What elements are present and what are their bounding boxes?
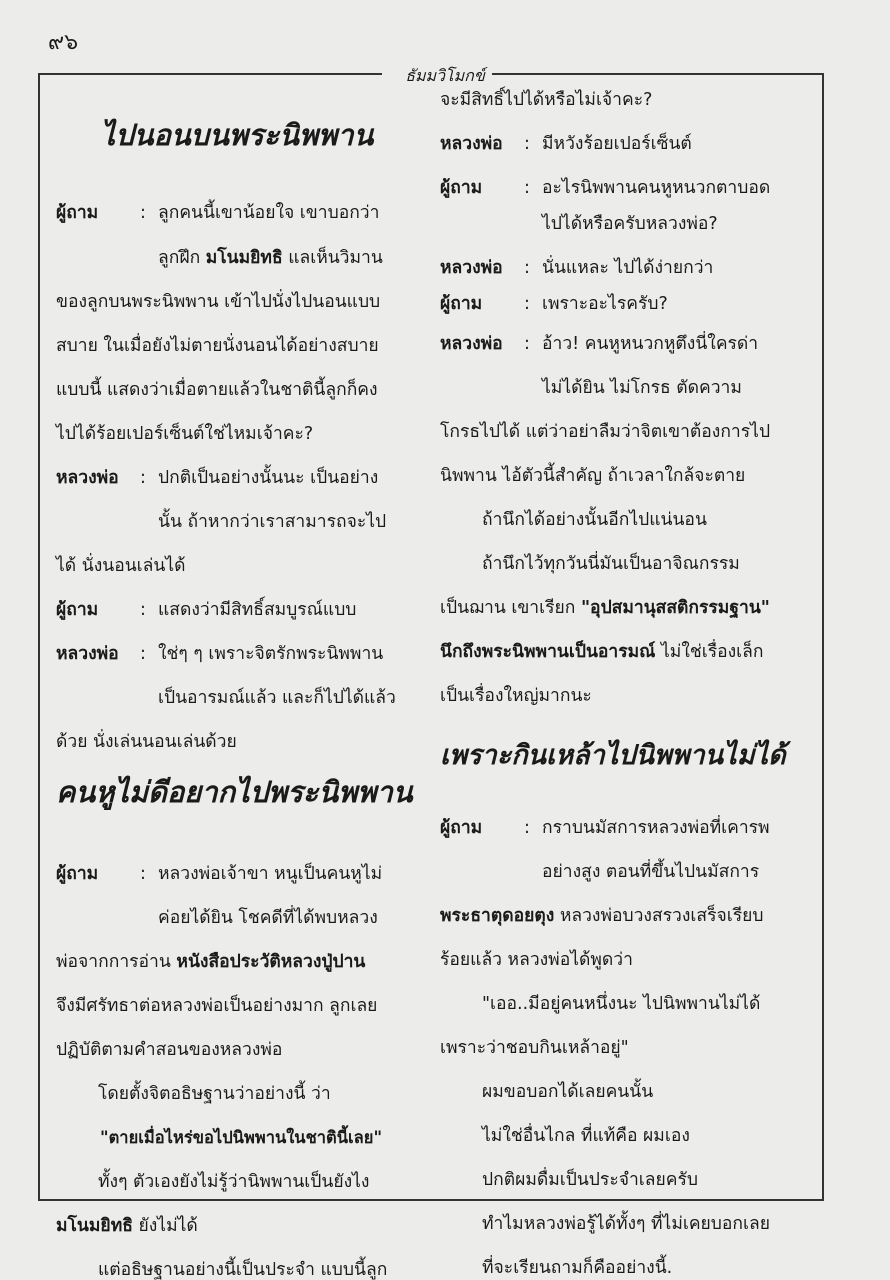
speaker-label: หลวงพ่อ xyxy=(56,468,119,488)
dialogue-line: แต่อธิษฐานอย่างนี้เป็นประจำ แบบนี้ลูก xyxy=(98,1260,388,1280)
dialogue-line: ร้อยแล้ว หลวงพ่อได้พูดว่า xyxy=(440,950,633,970)
text-span: แลเห็นวิมาน xyxy=(282,248,383,268)
speaker-separator: : xyxy=(524,818,530,838)
dialogue-line: จะมีสิทธิ์ไปได้หรือไม่เจ้าคะ? xyxy=(440,90,653,110)
section-heading: เพราะกินเหล้าไปนิพพานไม่ได้ xyxy=(440,740,786,771)
dialogue-line: เป็นอารมณ์แล้ว และก็ไปได้แล้ว xyxy=(158,688,396,708)
speaker-label: ผู้ถาม xyxy=(440,818,483,838)
speaker-separator: : xyxy=(140,600,146,620)
speaker-separator: : xyxy=(140,203,146,223)
text-span: ยังไม่ได้ xyxy=(132,1216,198,1236)
dialogue-line xyxy=(440,598,802,618)
dialogue-text: อะไรนิพพานคนหูหนวกตาบอด xyxy=(542,178,771,198)
dialogue-line: ได้ นั่งนอนเล่นได้ xyxy=(56,556,186,576)
dialogue-line: ไปได้หรือครับหลวงพ่อ? xyxy=(542,214,718,234)
text-span: หลวงพ่อบวงสรวงเสร็จเรียบ xyxy=(554,906,764,926)
speaker-separator: : xyxy=(140,644,146,664)
speaker-label: หลวงพ่อ xyxy=(56,644,119,664)
speaker-label: หลวงพ่อ xyxy=(440,258,503,278)
dialogue-line: ค่อยได้ยิน โชคดีที่ได้พบหลวง xyxy=(158,908,378,928)
speaker-separator: : xyxy=(524,294,530,314)
dialogue-line xyxy=(56,203,418,223)
dialogue-line: ถ้านึกไว้ทุกวันนี่มันเป็นอาจิณกรรม xyxy=(482,554,740,574)
section-heading: ไปนอนบนพระนิพพาน xyxy=(100,118,374,152)
bold-term: นึกถึงพระนิพพานเป็นอารมณ์ xyxy=(440,642,656,662)
dialogue-text: ลูกคนนี้เขาน้อยใจ เขาบอกว่า xyxy=(158,203,380,223)
dialogue-line: เพราะว่าชอบกินเหล้าอยู่" xyxy=(440,1038,629,1058)
dialogue-text: หลวงพ่อเจ้าขา หนูเป็นคนหูไม่ xyxy=(158,864,383,884)
speaker-label: หลวงพ่อ xyxy=(440,134,503,154)
dialogue-line: เป็นเรื่องใหญ่มากนะ xyxy=(440,686,592,706)
dialogue-line: ถ้านึกได้อย่างนั้นอีกไปแน่นอน xyxy=(482,510,707,530)
speaker-separator: : xyxy=(524,258,530,278)
dialogue-line: แบบนี้ แสดงว่าเมื่อตายแล้วในชาตินี้ลูกก็คง xyxy=(56,380,378,400)
dialogue-line xyxy=(440,906,802,926)
dialogue-line xyxy=(440,818,802,838)
dialogue-line xyxy=(440,134,802,154)
dialogue-line: ที่จะเรียนถามก็คืออย่างนี้. xyxy=(482,1258,673,1278)
dialogue-text: ปกติเป็นอย่างนั้นนะ เป็นอย่าง xyxy=(158,468,379,488)
text-span: ไม่ใช่เรื่องเล็ก xyxy=(655,642,764,662)
dialogue-line xyxy=(56,600,418,620)
dialogue-line: นั้น ถ้าหากว่าเราสามารถจะไป xyxy=(158,512,387,532)
dialogue-line: จึงมีศรัทธาต่อหลวงพ่อเป็นอย่างมาก ลูกเลย xyxy=(56,996,378,1016)
dialogue-line xyxy=(56,468,418,488)
dialogue-text: เพราะอะไรครับ? xyxy=(542,294,668,314)
dialogue-text: แสดงว่ามีสิทธิ์สมบูรณ์แบบ xyxy=(158,600,357,620)
dialogue-line: ปฏิบัติตามคำสอนของหลวงพ่อ xyxy=(56,1040,283,1060)
dialogue-line: โดยตั้งจิตอธิษฐานว่าอย่างนี้ ว่า xyxy=(98,1084,331,1104)
dialogue-line xyxy=(440,294,802,314)
bold-term: มโนมยิทธิ xyxy=(56,1216,133,1236)
dialogue-line: โกรธไปได้ แต่ว่าอย่าลืมว่าจิตเขาต้องการไป xyxy=(440,422,771,442)
dialogue-text: มีหวังร้อยเปอร์เซ็นต์ xyxy=(542,134,692,154)
dialogue-line: อย่างสูง ตอนที่ขึ้นไปนมัสการ xyxy=(542,862,760,882)
section-heading: คนหูไม่ดีอยากไปพระนิพพาน xyxy=(56,775,413,809)
running-header-title: ธัมมวิโมกข์ xyxy=(405,66,485,85)
text-span: เป็นฌาน เขาเรียก xyxy=(440,598,581,618)
dialogue-line: ของลูกบนพระนิพพาน เข้าไปนั่งไปนอนแบบ xyxy=(56,292,381,312)
dialogue-line: "ตายเมื่อไหร่ขอไปนิพพานในชาตินี้เลย" xyxy=(100,1128,383,1147)
dialogue-line xyxy=(56,864,418,884)
dialogue-line: นิพพาน ไอ้ตัวนี้สำคัญ ถ้าเวลาใกล้จะตาย xyxy=(440,466,746,486)
speaker-label: หลวงพ่อ xyxy=(440,334,503,354)
dialogue-line xyxy=(440,334,802,354)
speaker-separator: : xyxy=(524,134,530,154)
speaker-separator: : xyxy=(524,334,530,354)
dialogue-text: อ้าว! คนหูหนวกหูตึงนี่ใครด่า xyxy=(542,334,759,354)
dialogue-line xyxy=(56,1216,418,1236)
speaker-label: ผู้ถาม xyxy=(56,203,99,223)
dialogue-line xyxy=(440,642,802,662)
dialogue-line xyxy=(440,258,802,278)
bold-term: พระธาตุดอยตุง xyxy=(440,906,555,926)
dialogue-line: "เออ..มีอยู่คนหนึ่งนะ ไปนิพพานไม่ได้ xyxy=(482,994,761,1014)
bold-term: หนังสือประวัติหลวงปู่ปาน xyxy=(176,952,366,972)
speaker-label: ผู้ถาม xyxy=(56,600,99,620)
text-span: ลูกฝึก xyxy=(158,248,206,268)
page-number: ๙๖ xyxy=(48,30,79,55)
dialogue-text: นั่นแหละ ไปได้ง่ายกว่า xyxy=(542,258,714,278)
text-span: พ่อจากการอ่าน xyxy=(56,952,177,972)
dialogue-line xyxy=(56,952,418,972)
speaker-label: ผู้ถาม xyxy=(440,178,483,198)
content-frame xyxy=(38,73,824,1201)
dialogue-line: สบาย ในเมื่อยังไม่ตายนั่งนอนได้อย่างสบาย xyxy=(56,336,379,356)
speaker-separator: : xyxy=(524,178,530,198)
dialogue-line: ทำไมหลวงพ่อรู้ได้ทั้งๆ ที่ไม่เคยบอกเลย xyxy=(482,1214,770,1234)
dialogue-text: กราบนมัสการหลวงพ่อที่เคารพ xyxy=(542,818,770,838)
speaker-label: ผู้ถาม xyxy=(440,294,483,314)
dialogue-line xyxy=(56,644,418,664)
dialogue-line: ด้วย นั่งเล่นนอนเล่นด้วย xyxy=(56,732,237,752)
dialogue-line: ไม่ใช่อื่นไกล ที่แท้คือ ผมเอง xyxy=(482,1126,690,1146)
dialogue-line: ไม่ได้ยิน ไม่โกรธ ตัดความ xyxy=(542,378,742,398)
bold-term: "อุปสมานุสสติกรรมฐาน" xyxy=(580,598,770,618)
dialogue-line: ทั้งๆ ตัวเองยังไม่รู้ว่านิพพานเป็นยังไง xyxy=(98,1172,370,1192)
speaker-separator: : xyxy=(140,864,146,884)
dialogue-line: ผมขอบอกได้เลยคนนั้น xyxy=(482,1082,654,1102)
speaker-label: ผู้ถาม xyxy=(56,864,99,884)
dialogue-line: ไปได้ร้อยเปอร์เซ็นต์ใช่ไหมเจ้าคะ? xyxy=(56,424,314,444)
dialogue-text: ใช่ๆ ๆ เพราะจิตรักพระนิพพาน xyxy=(158,644,384,664)
speaker-separator: : xyxy=(140,468,146,488)
dialogue-line: ปกติผมดื่มเป็นประจำเลยครับ xyxy=(482,1170,698,1190)
dialogue-line xyxy=(440,178,802,198)
bold-term: มโนมยิทธิ xyxy=(205,248,283,268)
